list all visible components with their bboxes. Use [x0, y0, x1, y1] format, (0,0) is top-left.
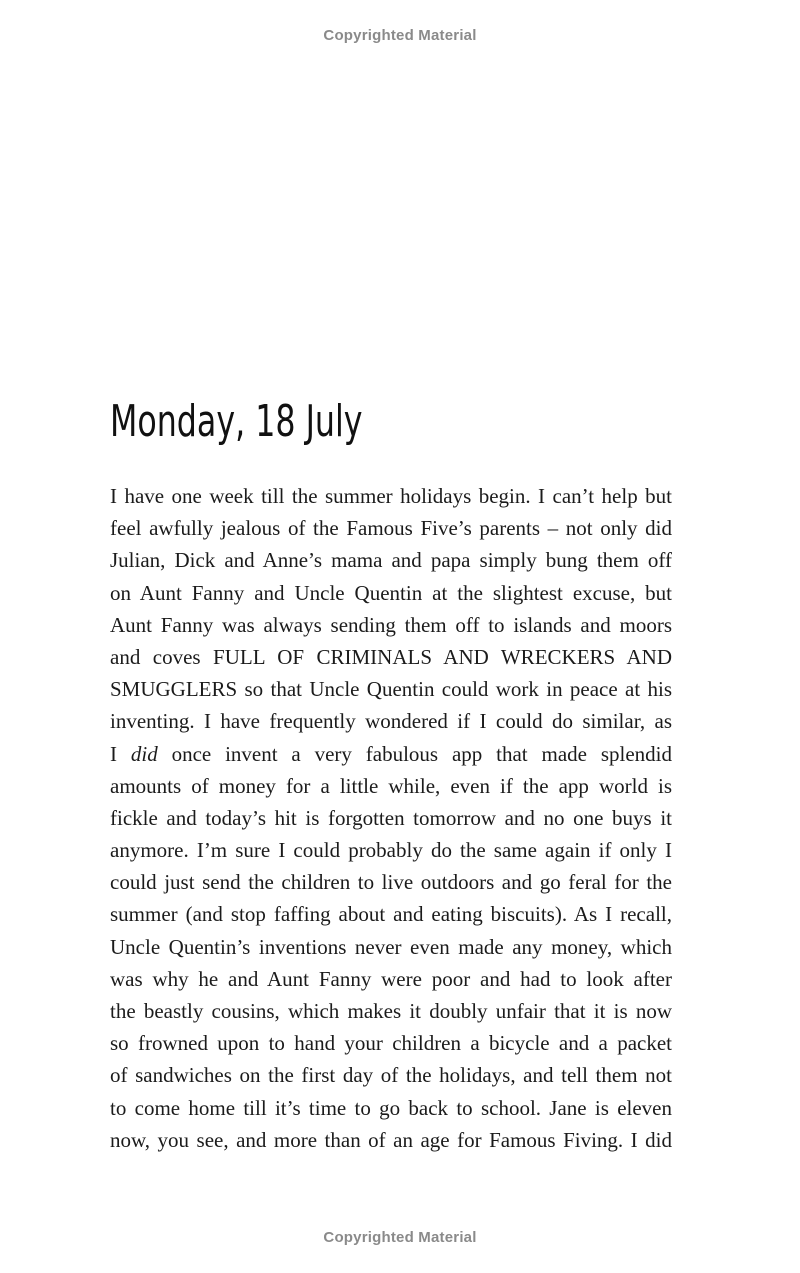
body-text	[110, 480, 672, 1156]
chapter-title: Monday, 18 July	[110, 396, 363, 447]
body-line-with-emphasis	[110, 738, 672, 770]
copyright-watermark-bottom: Copyrighted Material	[323, 1229, 477, 1246]
line-text-before: I	[110, 741, 131, 766]
body-line: fickle and today’s hit is forgotten tomorrow and no one buys it	[110, 805, 672, 830]
body-line: Aunt Fanny was always sending them off to islands and moors	[110, 612, 672, 637]
body-line: Uncle Quentin’s inventions never even made any money, which	[110, 934, 672, 959]
body-line: was why he and Aunt Fanny were poor and had to look after	[110, 966, 672, 991]
body-line: to come home till it’s time to go back to school. Jane is eleven	[110, 1095, 672, 1120]
emphasized-word: did	[130, 741, 158, 766]
body-line: could just send the children to live outdoors and go feral for the	[110, 870, 672, 895]
copyright-watermark-top: Copyrighted Material	[323, 27, 477, 44]
body-line: I have one week till the summer holidays begin. I can’t help but	[110, 484, 672, 508]
body-line: feel awfully jealous of the Famous Five’s parents – not only did	[110, 516, 672, 541]
body-line: Julian, Dick and Anne’s mama and papa simply bung them off	[110, 548, 672, 573]
body-line: on Aunt Fanny and Uncle Quentin at the slightest excuse, but	[110, 580, 672, 605]
body-line: the beastly cousins, which makes it doubly unfair that it is now	[110, 999, 672, 1023]
line-text-after: once invent a very fabulous app that made splendid	[157, 741, 672, 766]
body-line: of sandwiches on the first day of the holidays, and tell them not	[110, 1063, 672, 1088]
body-line: amounts of money for a little while, even if the app world is	[110, 773, 672, 798]
body-line: so frowned upon to hand your children a bicycle and a packet	[110, 1031, 672, 1056]
body-line: and coves FULL OF CRIMINALS AND WRECKERS AND	[110, 644, 672, 669]
body-line: summer (and stop faffing about and eating biscuits). As I recall,	[110, 902, 672, 927]
body-line: inventing. I have frequently wondered if I could do similar, as	[110, 709, 672, 734]
body-line: SMUGGLERS so that Uncle Quentin could work in peace at his	[110, 677, 672, 702]
body-line: anymore. I’m sure I could probably do the same again if only I	[110, 838, 672, 863]
body-line: now, you see, and more than of an age for Famous Fiving. I did	[110, 1127, 672, 1152]
